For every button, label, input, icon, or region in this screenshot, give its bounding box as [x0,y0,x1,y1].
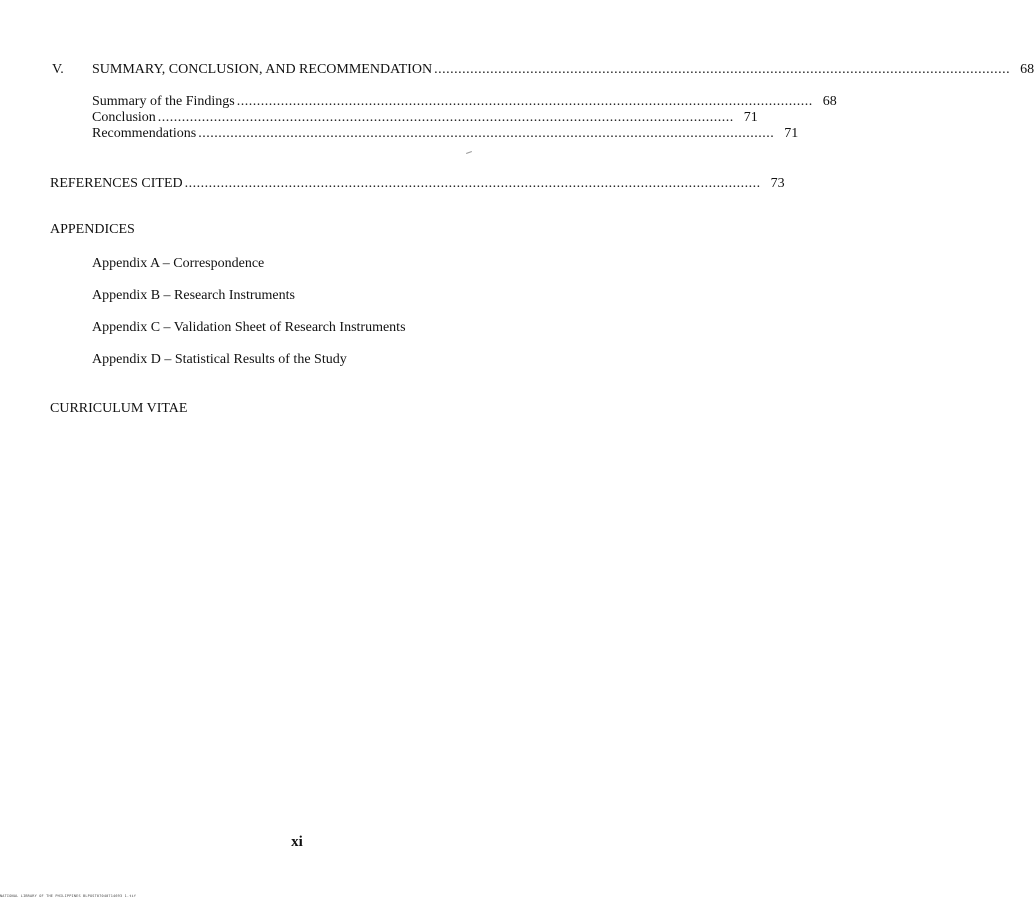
scan-speck [466,151,472,154]
toc-entry-recommendations [92,126,799,142]
subsection-title: Summary of the Findings [92,94,235,109]
page-number: xi [291,834,303,850]
toc-entry-chapter-v [52,62,1034,78]
subsection-page: 71 [784,126,799,141]
appendix-b: Appendix B – Research Instruments [92,288,295,303]
scan-stamp: NATIONAL LIBRARY OF THE PHILIPPINES BLPOST07040714693 1.tif [0,894,137,898]
appendix-a: Appendix A – Correspondence [92,256,265,271]
leader-dots: ................................................................................................................................................ [198,126,775,141]
subsection-title: Conclusion [92,110,156,125]
references-title: REFERENCES CITED [50,176,183,191]
appendices-heading: APPENDICES [50,222,135,237]
subsection-title: Recommendations [92,126,197,141]
leader-dots: ................................................................................................................................................ [236,94,813,109]
toc-entry-summary-findings [92,94,837,110]
chapter-number: V. [52,62,64,77]
appendix-d: Appendix D – Statistical Results of the Study [92,352,347,367]
leader-dots: ................................................................................................................................................ [157,110,734,125]
toc-entry-references [50,176,785,192]
references-page: 73 [770,176,785,191]
chapter-page: 68 [1020,62,1034,77]
subsection-page: 71 [743,110,758,125]
subsection-page: 68 [822,94,837,109]
leader-dots: ................................................................................................................................................ [184,176,761,191]
curriculum-vitae-heading: CURRICULUM VITAE [50,401,188,416]
chapter-title: SUMMARY, CONCLUSION, AND RECOMMENDATION [92,62,433,77]
toc-entry-conclusion [92,110,758,126]
leader-dots: ................................................................................................................................................ [434,62,1011,77]
appendix-c: Appendix C – Validation Sheet of Research Instruments [92,320,406,335]
